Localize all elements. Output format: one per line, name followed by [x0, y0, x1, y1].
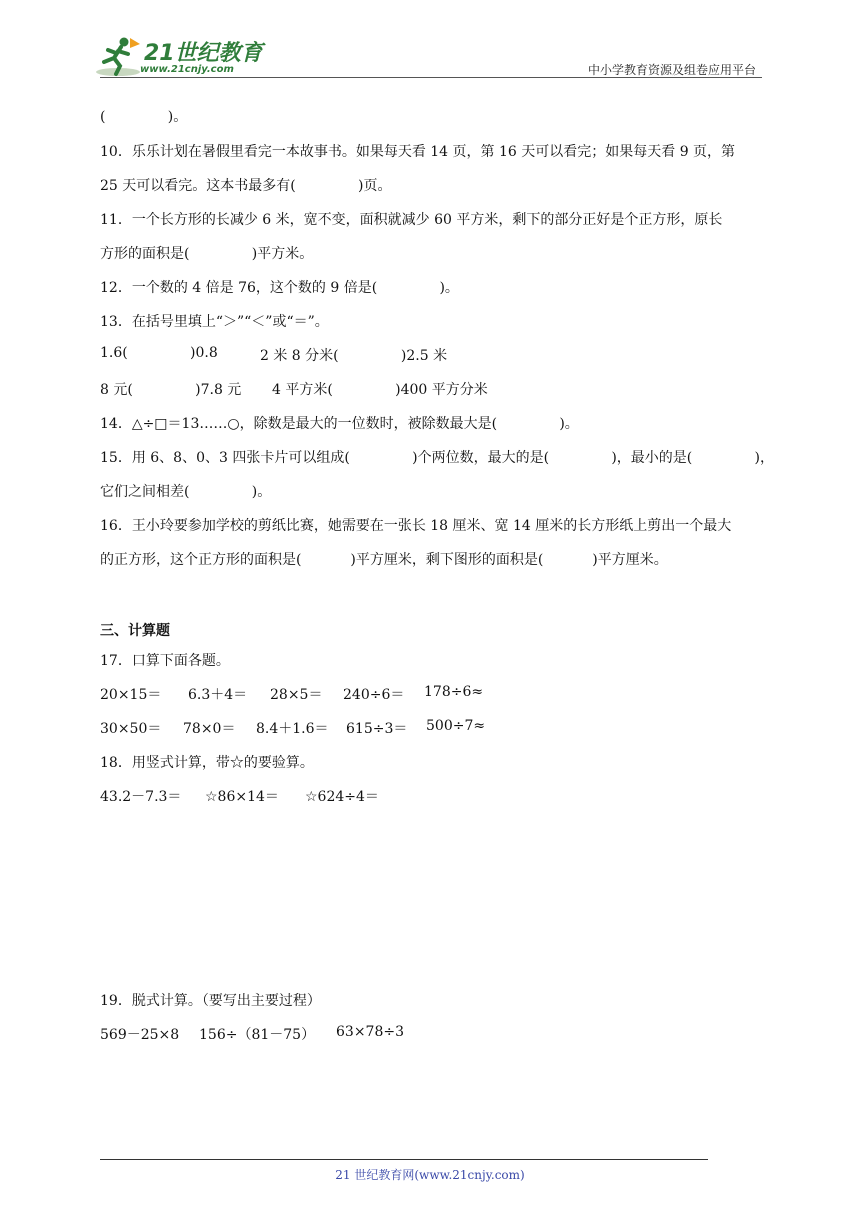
site-logo	[94, 36, 264, 78]
vertical-problem: 43.2－7.3＝	[100, 789, 182, 805]
question-9-tail: ( )。	[100, 109, 188, 125]
oral-problem: 78×0＝	[183, 721, 236, 737]
question-15-line2: 它们之间相差( )。	[100, 484, 272, 500]
vertical-problem: ☆86×14＝	[205, 789, 279, 805]
logo-text: 21世纪教育	[144, 41, 263, 66]
question-13-item-a1: 1.6( )0.8	[100, 345, 218, 361]
stepwise-problem: 569－25×8	[100, 1027, 180, 1043]
oral-problem: 6.3＋4＝	[188, 687, 248, 703]
question-15-line1: 15．用 6、8、0、3 四张卡片可以组成( )个两位数，最大的是( )，最小的是( )，	[100, 450, 775, 466]
question-16-line2: 的正方形，这个正方形的面积是( )平方厘米，剩下图形的面积是( )平方厘米。	[100, 552, 668, 568]
runner-logo-icon	[94, 36, 142, 78]
footer-link[interactable]: 21 世纪教育网(www.21cnjy.com)	[335, 1168, 525, 1182]
question-11-line1: 11．一个长方形的长减少 6 米，宽不变，面积就减少 60 平方米，剩下的部分正好是个正方形，原长	[100, 212, 723, 228]
header-platform-text: 中小学教育资源及组卷应用平台	[587, 63, 756, 77]
question-13-item-b2: 4 平方米( )400 平方分米	[272, 382, 488, 398]
question-10-line2: 25 天可以看完。这本书最多有( )页。	[100, 178, 392, 194]
header-divider	[100, 77, 762, 78]
question-13: 13．在括号里填上“＞”“＜”或“＝”。	[100, 314, 329, 330]
question-10-line1: 10．乐乐计划在暑假里看完一本故事书。如果每天看 14 页，第 16 天可以看完；如果每天看 9 页，第	[100, 144, 736, 160]
oral-problem: 500÷7≈	[426, 718, 486, 734]
footer-divider	[100, 1159, 708, 1160]
stepwise-problem: 63×78÷3	[336, 1024, 404, 1040]
oral-problem: 28×5＝	[270, 687, 323, 703]
question-14: 14．△÷□＝13……○，除数是最大的一位数时，被除数最大是( )。	[100, 416, 579, 432]
question-12: 12．一个数的 4 倍是 76，这个数的 9 倍是( )。	[100, 280, 459, 296]
stepwise-problem: 156÷（81－75）	[199, 1027, 316, 1043]
section-title-calculation: 三、计算题	[100, 623, 170, 639]
oral-problem: 30×50＝	[100, 721, 162, 737]
question-13-item-b1: 8 元( )7.8 元	[100, 382, 242, 398]
logo-url: www.21cnjy.com	[140, 64, 234, 75]
oral-problem: 178÷6≈	[424, 684, 484, 700]
oral-problem: 240÷6＝	[343, 687, 405, 703]
oral-problem: 615÷3＝	[346, 721, 408, 737]
question-11-line2: 方形的面积是( )平方米。	[100, 246, 314, 262]
vertical-problem: ☆624÷4＝	[305, 789, 379, 805]
question-18: 18．用竖式计算，带☆的要验算。	[100, 755, 314, 771]
question-16-line1: 16．王小玲要参加学校的剪纸比赛，她需要在一张长 18 厘米、宽 14 厘米的长方形纸上剪出一个最大	[100, 518, 732, 534]
oral-problem: 20×15＝	[100, 687, 162, 703]
question-19: 19．脱式计算。（要写出主要过程）	[100, 993, 321, 1009]
question-13-item-a2: 2 米 8 分米( )2.5 米	[260, 348, 448, 364]
question-17: 17．口算下面各题。	[100, 653, 230, 669]
oral-problem: 8.4＋1.6＝	[256, 721, 329, 737]
